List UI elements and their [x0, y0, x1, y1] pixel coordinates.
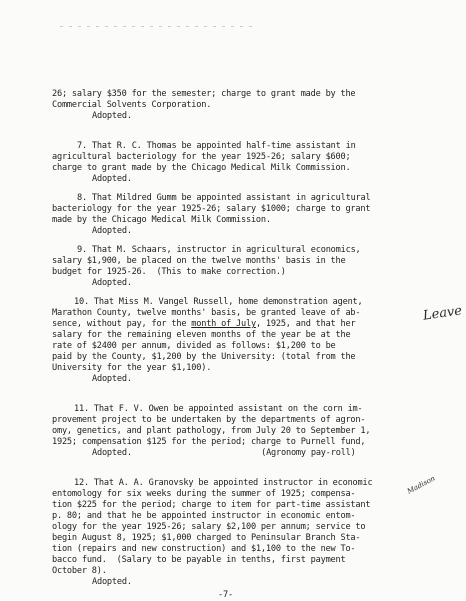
scan-artifact — [60, 12, 280, 18]
paragraph-12-line-5: ology for the year 1925-26; salary $2,100 per annum; service to — [52, 522, 366, 532]
paragraph-12-line-3: tion $225 for the period; charge to item for part-time assistant — [52, 500, 371, 510]
paragraph-9-line-2: salary $1,900, be placed on the twelve months' basis in the — [52, 256, 346, 266]
paragraph-12-line-2: entomology for six weeks during the summer of 1925; compensa- — [52, 489, 356, 499]
paragraph-11-line-2: provement project to be undertaken by the departments of agron- — [52, 415, 366, 425]
paragraph-7-line-2: agricultural bacteriology for the year 1925-26; salary $600; — [52, 152, 351, 162]
paragraph-10-line-1: 10. That Miss M. Vangel Russell, home demonstration agent, — [74, 297, 363, 307]
paragraph-10-line-2: Marathon County, twelve months' basis, be granted leave of ab- — [52, 308, 361, 318]
paragraph-11-line-5: Adopted. (Agronomy pay-roll) — [92, 448, 356, 458]
paragraph-10-line-6: paid by the County, $1,200 by the University: (total from the — [52, 352, 356, 362]
page-number: -7- — [218, 590, 233, 600]
paragraph-10-line-7: University for the year $1,100). — [52, 363, 212, 373]
paragraph-1-line-2: Commercial Solvents Corporation. — [52, 100, 212, 110]
paragraph-8-line-1: 8. That Mildred Gumm be appointed assistant in agricultural — [77, 193, 371, 203]
paragraph-1-line-1: 26; salary $350 for the semester; charge to grant made by the — [52, 89, 356, 99]
paragraph-9-line-3: budget for 1925-26. (This to make correction.) — [52, 267, 286, 277]
paragraph-12-line-1: 12. That A. A. Granovsky be appointed instructor in economic — [74, 478, 373, 488]
paragraph-8-line-3: made by the Chicago Medical Milk Commission. — [52, 215, 271, 225]
paragraph-10-line-3: sence, without pay, for the month of July, 1925, and that her — [52, 319, 356, 329]
paragraph-12-line-4: p. 80; and that he be appointed instructor in economic entom- — [52, 511, 356, 521]
paragraph-10-adopted: Adopted. — [92, 374, 132, 384]
underlined-phrase: month of July — [191, 319, 256, 329]
paragraph-12-line-7: tion (repairs and new construction) and $1,100 to the new To- — [52, 544, 356, 554]
paragraph-12-line-6: begin August 8, 1925; $1,000 charged to Peninsular Branch Sta- — [52, 533, 361, 543]
paragraph-9-line-1: 9. That M. Schaars, instructor in agricultural economics, — [77, 245, 361, 255]
paragraph-1-adopted: Adopted. — [92, 111, 132, 121]
paragraph-12-adopted: Adopted. — [92, 577, 132, 587]
paragraph-7-line-1: 7. That R. C. Thomas be appointed half-time assistant in — [77, 141, 356, 151]
margin-note-leave: Leave — [422, 303, 463, 324]
margin-note-madison: Madison — [405, 474, 437, 496]
paragraph-9-adopted: Adopted. — [92, 278, 132, 288]
paragraph-10-line-4: salary for the remaining eleven months of the year be at the — [52, 330, 351, 340]
paragraph-8-adopted: Adopted. — [92, 226, 132, 236]
paragraph-12-line-8: bacco fund. (Salary to be payable in tenths, first payment — [52, 555, 346, 565]
paragraph-10-line-5: rate of $2400 per annum, divided as follows: $1,200 to be — [52, 341, 336, 351]
paragraph-11-line-1: 11. That F. V. Owen be appointed assistant on the corn im- — [74, 404, 363, 414]
paragraph-11-line-3: omy, genetics, and plant pathology, from July 20 to September 1, — [52, 426, 371, 436]
paragraph-12-line-9: October 8). — [52, 566, 107, 576]
paragraph-8-line-2: bacteriology for the year 1925-26; salary $1000; charge to grant — [52, 204, 371, 214]
paragraph-11-line-4: 1925; compensation $125 for the period; charge to Purnell fund, — [52, 437, 366, 447]
paragraph-7-line-3: charge to grant made by the Chicago Medical Milk Commission. — [52, 163, 351, 173]
paragraph-7-adopted: Adopted. — [92, 174, 132, 184]
